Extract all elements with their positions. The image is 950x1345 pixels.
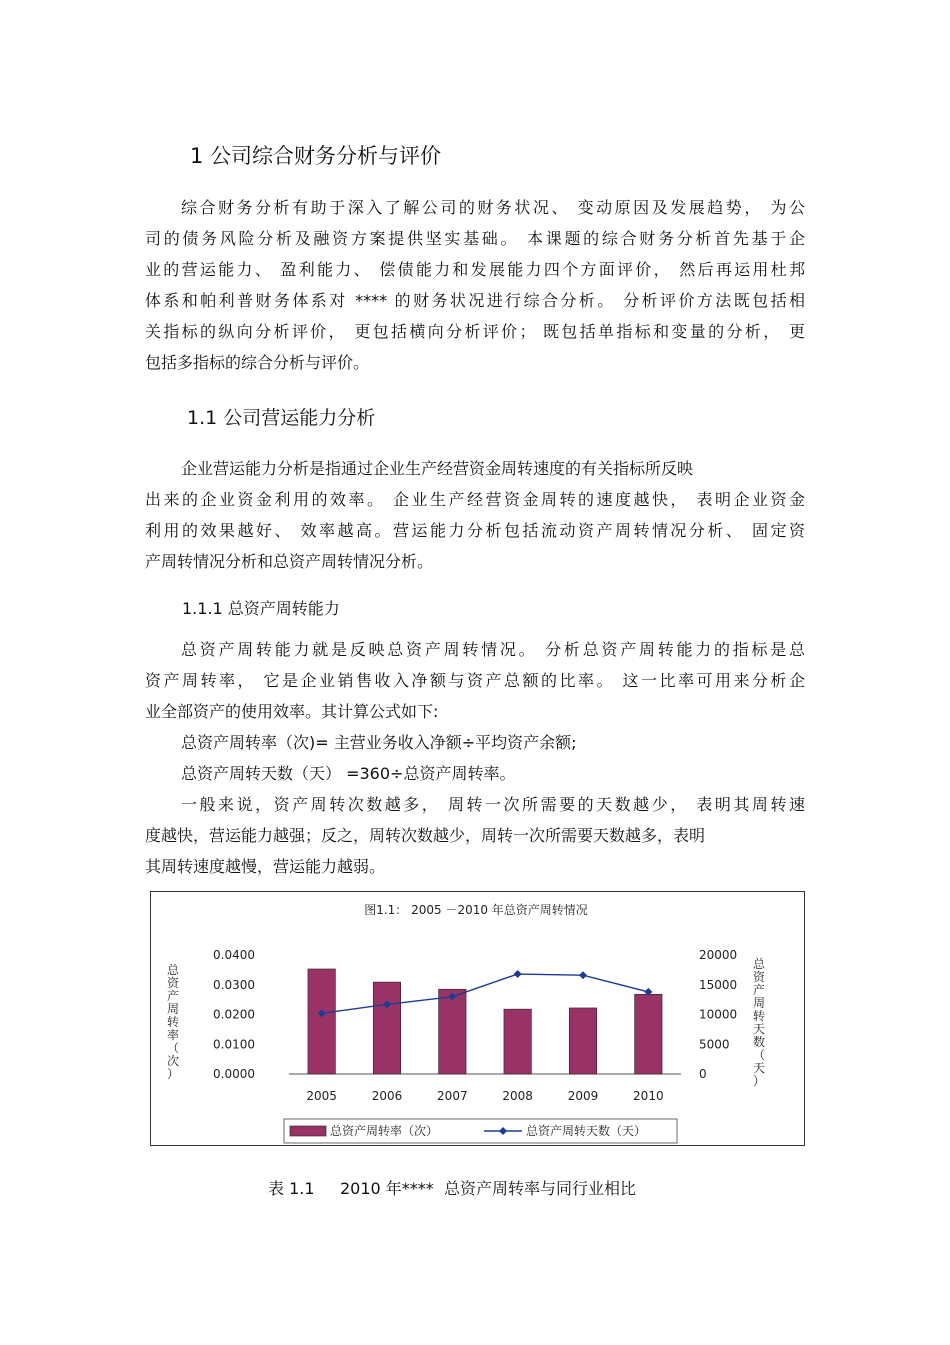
bar-turnover-rate <box>439 989 466 1074</box>
x-tick-label: 2005 <box>306 1089 337 1103</box>
table-caption: 表 1.1 2010 年**** 总资产周转率与同行业相比 <box>268 1179 636 1198</box>
text-line: 资产周转率， 它是企业销售收入净额与资产总额的比率。 这一比率可用来分析企 <box>145 671 805 690</box>
text-line: 总资产周转能力就是反映总资产周转情况。 分析总资产周转能力的指标是总 <box>181 640 805 659</box>
legend-bar-swatch <box>290 1126 326 1136</box>
y-right-tick-label: 20000 <box>699 948 738 962</box>
x-tick-label: 2008 <box>502 1089 533 1103</box>
section-heading-1: 1 公司综合财务分析与评价 <box>190 144 442 168</box>
y-left-tick-label: 0.0300 <box>213 977 255 992</box>
text-line: 一般来说，资产周转次数越多， 周转一次所需要的天数越少， 表明其周转速 <box>181 795 805 814</box>
operating-capacity-paragraph <box>145 453 805 577</box>
intro-paragraph <box>145 192 805 378</box>
chart-frame <box>150 891 805 1146</box>
y-left-axis-title: 总资产周转率（次） <box>166 963 180 1081</box>
bar-turnover-rate <box>635 994 662 1074</box>
x-tick-label: 2010 <box>633 1089 664 1103</box>
bar-turnover-rate <box>373 982 400 1074</box>
y-left-tick-label: 0.0400 <box>213 948 255 962</box>
y-left-tick-label: 0.0200 <box>213 1007 255 1022</box>
text-line: 出来的企业资金利用的效率。 企业生产经营资金周转的速度越快， 表明企业资金 <box>145 490 805 509</box>
point-turnover-days <box>514 970 522 978</box>
text-line: 综合财务分析有助于深入了解公司的财务状况、 变动原因及发展趋势， 为公 <box>181 198 805 217</box>
text-line: 利用的效果越好、 效率越高。营运能力分析包括流动资产周转情况分析、 固定资 <box>145 521 805 540</box>
bar-turnover-rate <box>504 1009 531 1074</box>
y-left-tick-label: 0.0100 <box>213 1037 255 1052</box>
text-line: 度越快，营运能力越强；反之，周转次数越少，周转一次所需要天数越多，表明 <box>145 826 706 845</box>
point-turnover-days <box>579 971 587 979</box>
formula-turnover-rate: 总资产周转率（次)= 主营业务收入净额÷平均资产余额; <box>181 733 577 752</box>
legend-bar-label: 总资产周转率（次） <box>330 1124 439 1138</box>
section-heading-1-1: 1.1 公司营运能力分析 <box>187 407 376 429</box>
bar-turnover-rate <box>569 1008 596 1074</box>
y-right-tick-label: 15000 <box>699 977 738 992</box>
section-heading-1-1-1: 1.1.1 总资产周转能力 <box>182 599 340 618</box>
line-turnover-days <box>322 974 649 1013</box>
text-line: 司的债务风险分析及融资方案提供坚实基础。 本课题的综合财务分析首先基于企 <box>145 229 805 248</box>
text-line: 体系和帕利普财务体系对 **** 的财务状况进行综合分析。 分析评价方法既包括相 <box>145 291 805 310</box>
text-line: 企业营运能力分析是指通过企业生产经营资金周转速度的有关指标所反映 <box>181 459 694 478</box>
x-tick-label: 2006 <box>371 1089 403 1103</box>
legend-line-label: 总资产周转天数（天） <box>526 1124 647 1138</box>
y-left-tick-label: 0.0000 <box>213 1067 255 1081</box>
y-right-tick-label: 10000 <box>699 1007 738 1022</box>
bar-turnover-rate <box>308 969 335 1074</box>
text-line: 其周转速度越慢，营运能力越弱。 <box>145 857 386 876</box>
y-right-tick-label: 0 <box>699 1067 707 1081</box>
x-tick-label: 2009 <box>567 1089 599 1103</box>
text-line: 业的营运能力、 盈利能力、 偿债能力和发展能力四个方面评价， 然后再运用杜邦 <box>145 260 805 279</box>
y-right-tick-label: 5000 <box>699 1037 730 1052</box>
x-tick-label: 2007 <box>437 1089 468 1103</box>
formula-turnover-days: 总资产周转天数（天） =360÷总资产周转率。 <box>181 764 516 783</box>
text-line: 业全部资产的使用效率。其计算公式如下: <box>145 702 439 721</box>
turnover-paragraph <box>145 634 805 882</box>
y-right-axis-title: 总资产周转天数（天） <box>752 957 766 1088</box>
chart-title: 图1.1： 2005 －2010 年总资产周转情况 <box>364 903 588 917</box>
asset-turnover-chart <box>151 892 804 1145</box>
text-line: 关指标的纵向分析评价， 更包括横向分析评价； 既包括单指标和变量的分析， 更 <box>145 322 805 341</box>
text-line: 包括多指标的综合分析与评价。 <box>145 353 370 372</box>
text-line: 产周转情况分析和总资产周转情况分析。 <box>145 552 434 571</box>
